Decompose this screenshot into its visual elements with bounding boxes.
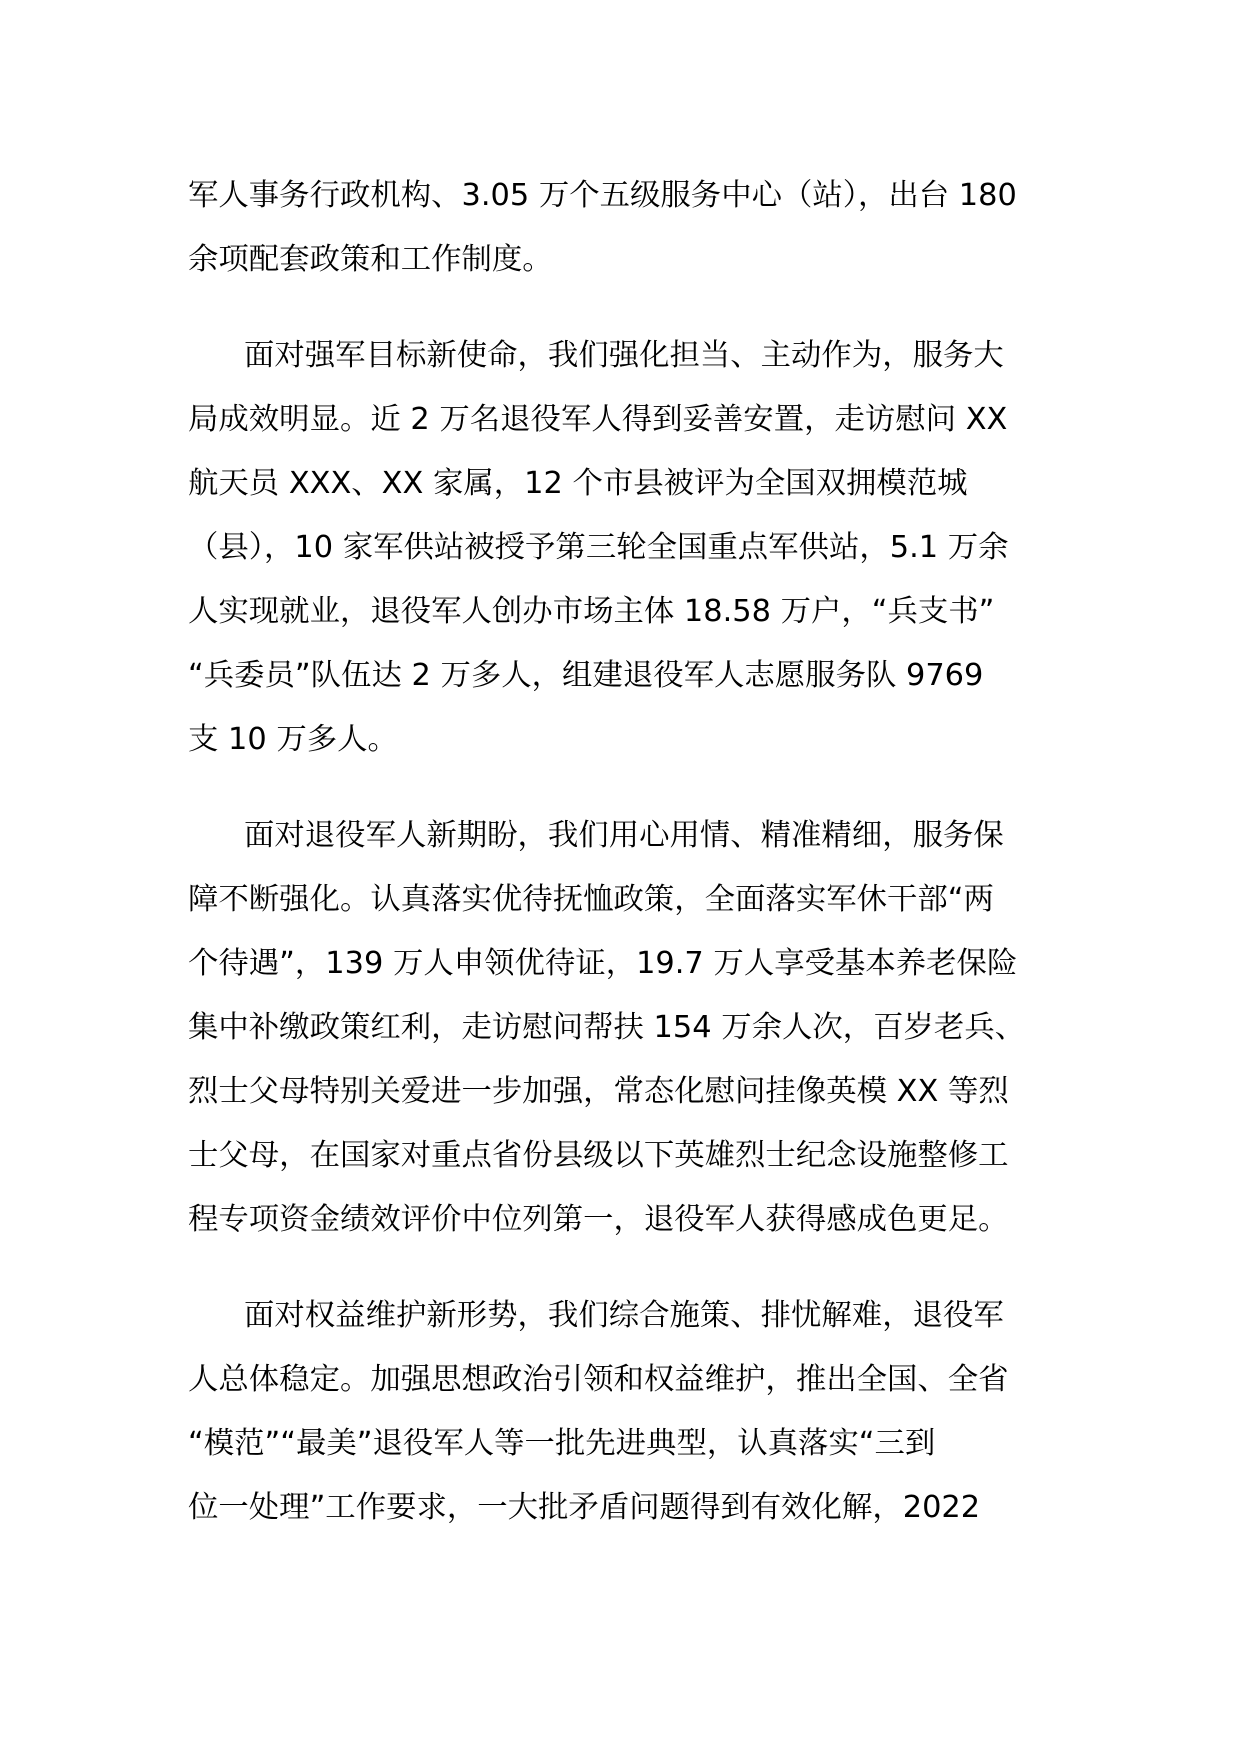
paragraph-line: 面对强军目标新使命，我们强化担当、主动作为，服务大 — [244, 338, 1004, 373]
paragraph-line: 面对退役军人新期盼，我们用心用情、精准精细，服务保 — [244, 818, 1004, 853]
paragraph-line: 军人事务行政机构、3.05 万个五级服务中心（站），出台 180 — [188, 178, 1017, 213]
paragraph-line: 程专项资金绩效评价中位列第一，退役军人获得感成色更足。 — [188, 1202, 1009, 1237]
paragraph-spacer — [188, 292, 1056, 324]
paragraph-line: 人实现就业，退役军人创办市场主体 18.58 万户，“兵支书” — [188, 594, 995, 629]
paragraph-1 — [188, 164, 1056, 292]
paragraph-line: 面对权益维护新形势，我们综合施策、排忧解难，退役军 — [244, 1298, 1004, 1333]
paragraph-line: 位一处理”工作要求，一大批矛盾问题得到有效化解，2022 — [188, 1490, 981, 1525]
paragraph-line: 余项配套政策和工作制度。 — [188, 242, 553, 277]
paragraph-line: 个待遇”，139 万人申领优待证，19.7 万人享受基本养老保险 — [188, 946, 1018, 981]
paragraph-line: 集中补缴政策红利，走访慰问帮扶 154 万余人次，百岁老兵、 — [188, 1010, 1026, 1045]
paragraph-line: 烈士父母特别关爱进一步加强，常态化慰问挂像英模 XX 等烈 — [188, 1074, 1009, 1109]
paragraph-3 — [188, 804, 1056, 1252]
paragraph-line: 局成效明显。近 2 万名退役军人得到妥善安置，走访慰问 XX — [188, 402, 1008, 437]
paragraph-line: 障不断强化。认真落实优待抚恤政策，全面落实军休干部“两 — [188, 882, 994, 917]
paragraph-line: 航天员 XXX、XX 家属，12 个市县被评为全国双拥模范城 — [188, 466, 968, 501]
paragraph-line: 士父母，在国家对重点省份县级以下英雄烈士纪念设施整修工 — [188, 1138, 1009, 1173]
document-body — [188, 164, 1056, 1540]
paragraph-line: “兵委员”队伍达 2 万多人，组建退役军人志愿服务队 9769 — [188, 658, 984, 693]
paragraph-spacer — [188, 772, 1056, 804]
paragraph-line: 支 10 万多人。 — [188, 722, 398, 757]
paragraph-2 — [188, 324, 1056, 772]
paragraph-line: 人总体稳定。加强思想政治引领和权益维护，推出全国、全省 — [188, 1362, 1009, 1397]
paragraph-spacer — [188, 1252, 1056, 1284]
paragraph-4 — [188, 1284, 1056, 1540]
paragraph-line: （县），10 家军供站被授予第三轮全国重点军供站，5.1 万余 — [188, 530, 1009, 565]
paragraph-line: “模范”“最美”退役军人等一批先进典型，认真落实“三到 — [188, 1426, 936, 1461]
